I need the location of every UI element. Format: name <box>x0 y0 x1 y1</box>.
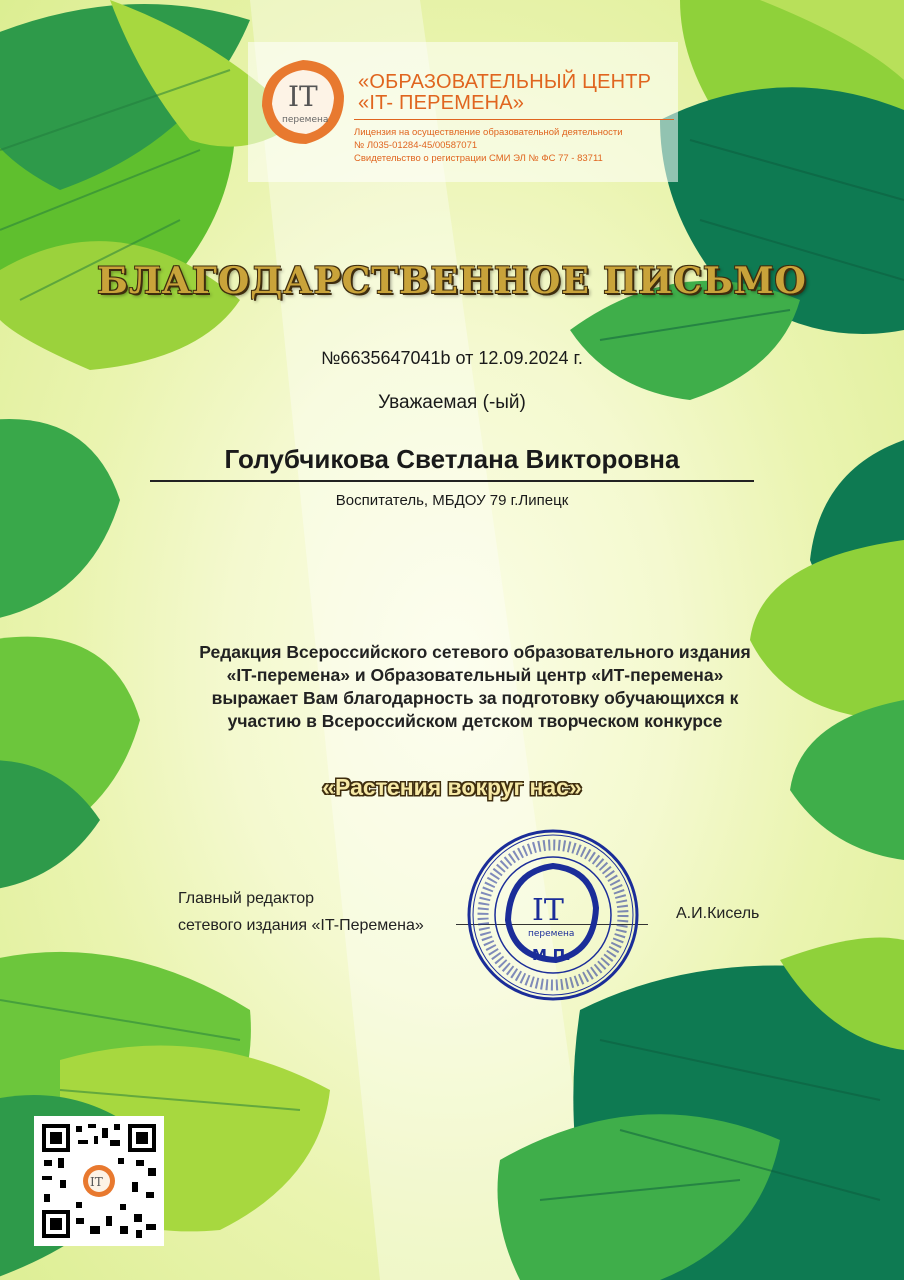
letter-number: №6635647041b от 12.09.2024 г. <box>321 348 583 368</box>
body-line: Редакция Всероссийского сетевого образовательного издания <box>199 642 751 662</box>
greeting: Уважаемая (-ый) <box>378 392 526 413</box>
body-line: выражает Вам благодарность за подготовку обучающихся к <box>211 688 739 708</box>
signer-role-line1: Главный редактор <box>178 890 315 907</box>
media-registration: Свидетельство о регистрации СМИ ЭЛ № ФС 77 - 83711 <box>354 153 603 164</box>
qr-code-icon <box>40 1122 158 1240</box>
signer-role-line2: сетевого издания «IT-Перемена» <box>178 917 424 934</box>
svg-text:IT: IT <box>532 893 564 928</box>
contest-name: «Растения вокруг нас» <box>322 774 582 800</box>
svg-text:IT: IT <box>288 80 318 113</box>
license-info <box>354 126 684 165</box>
stamp-label: М.П. <box>532 946 571 964</box>
recipient-position: Воспитатель, МБДОУ 79 г.Липецк <box>335 492 569 509</box>
letter-body <box>130 641 820 733</box>
official-stamp-icon <box>466 828 640 1002</box>
name-underline <box>150 480 754 482</box>
organization-name-line1: «ОБРАЗОВАТЕЛЬНЫЙ ЦЕНТР <box>358 71 652 93</box>
header-divider <box>354 119 674 120</box>
svg-text:перемена: перемена <box>282 115 329 125</box>
recipient-name: Голубчикова Светлана Викторовна <box>224 444 680 474</box>
body-line: «IT-перемена» и Образовательный центр «ИТ-перемена» <box>226 665 724 685</box>
license-number: № Л035-01284-45/00587071 <box>354 140 478 151</box>
organization-name-line2: «IT- ПЕРЕМЕНА» <box>358 92 525 114</box>
organization-name <box>358 72 688 114</box>
letter-title: БЛАГОДАРСТВЕННОЕ ПИСЬМО <box>97 260 807 302</box>
signer-name: А.И.Кисель <box>676 905 760 922</box>
body-line: участию в Всероссийском детском творческом конкурсе <box>227 711 723 731</box>
it-peremena-logo-icon <box>258 56 348 148</box>
svg-text:перемена: перемена <box>528 929 575 939</box>
license-line: Лицензия на осуществление образовательной деятельности <box>354 127 623 138</box>
svg-text:IT: IT <box>90 1175 103 1189</box>
